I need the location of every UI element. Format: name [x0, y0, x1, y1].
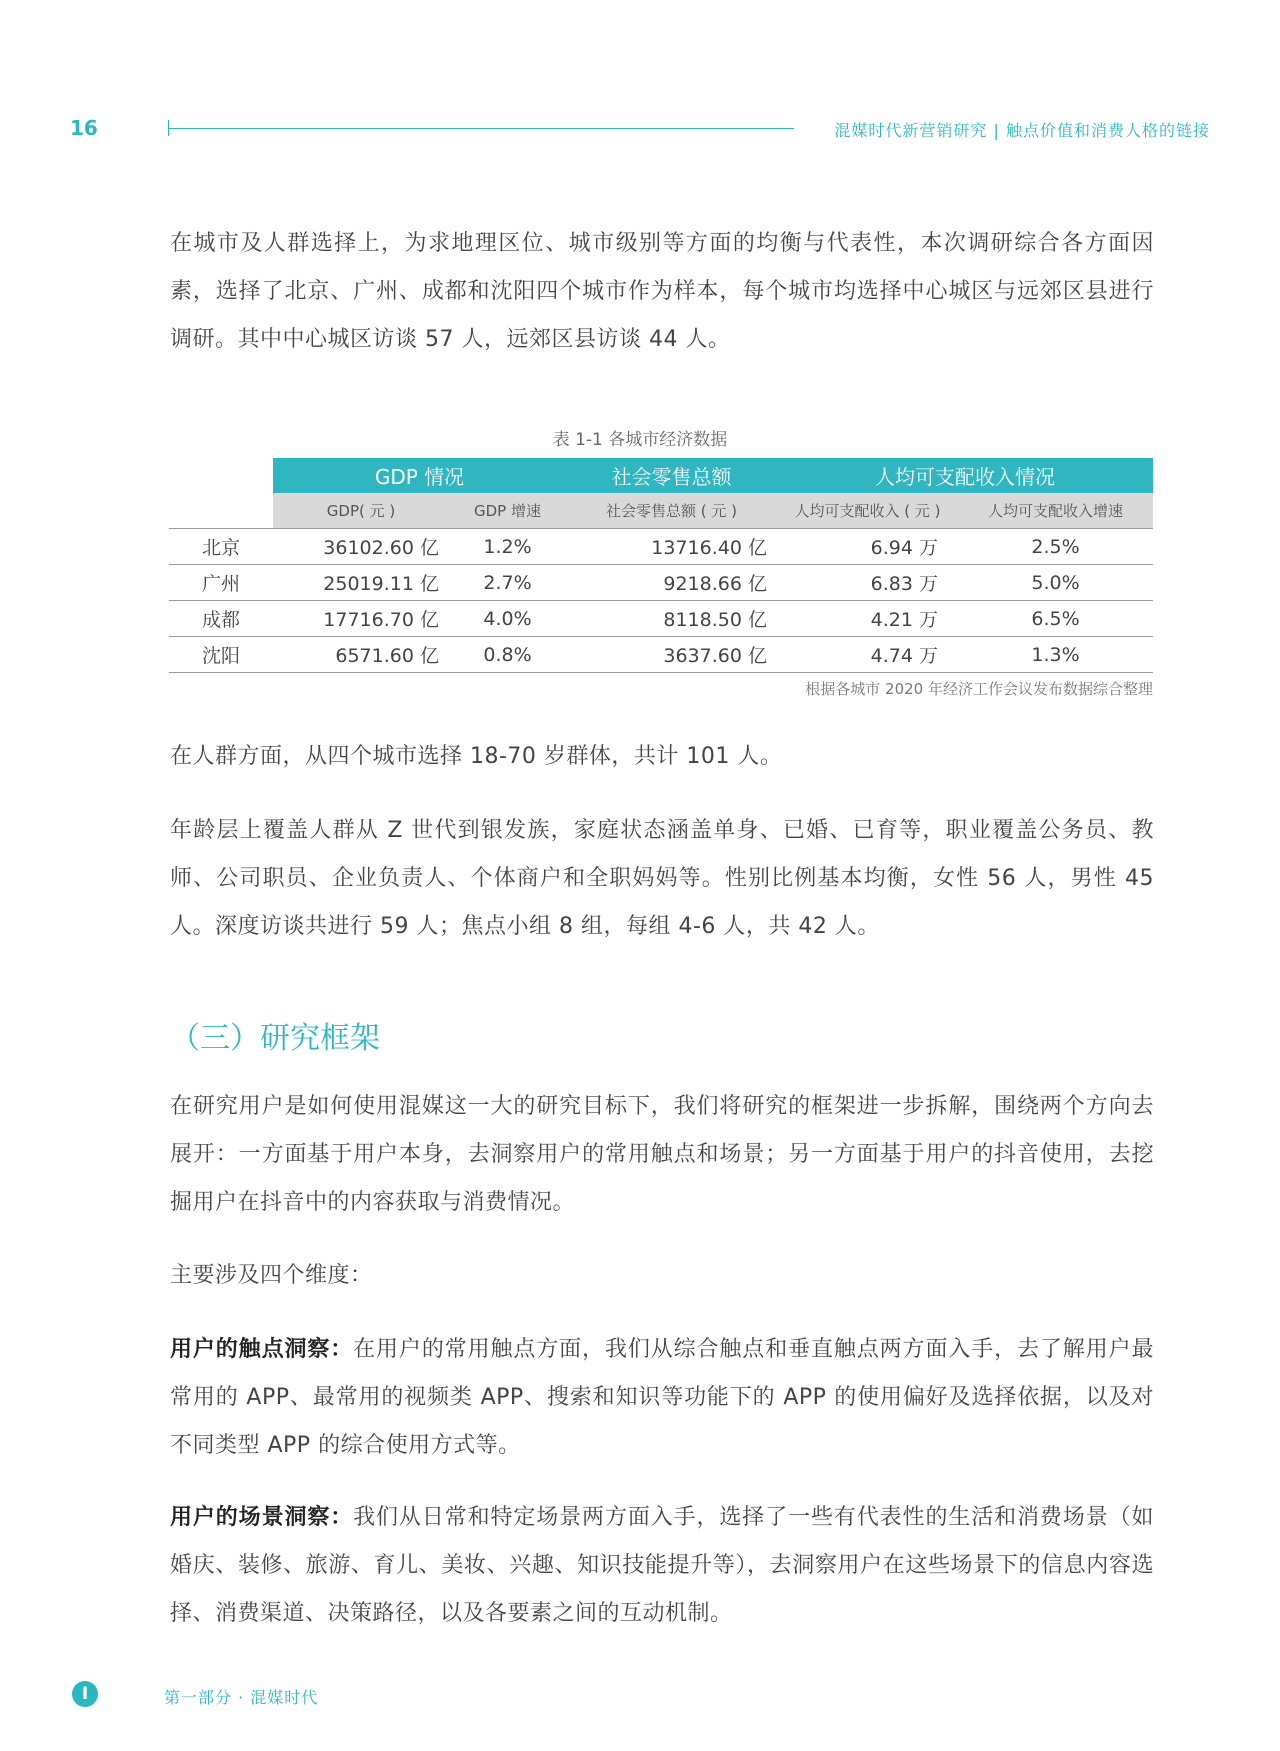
income-cell: 4.21 万: [777, 601, 958, 637]
gdp-growth-cell: 4.0%: [449, 601, 566, 637]
footer-part-label: 第一部分 · 混媒时代: [164, 1688, 319, 1707]
gdp-cell: 25019.11 亿: [273, 565, 449, 601]
sub-header-gdp-growth: GDP 增速: [449, 493, 566, 529]
scene-label: 用户的场景洞察：: [170, 1505, 354, 1530]
city-economy-table: [169, 458, 1153, 673]
income-growth-cell: 2.5%: [958, 529, 1153, 565]
sub-header-gdp: GDP( 元 ): [273, 493, 449, 529]
table-corner: [169, 458, 273, 493]
gdp-cell: 36102.60 亿: [273, 529, 449, 565]
age-paragraph: 年龄层上覆盖人群从 Z 世代到银发族，家庭状态涵盖单身、已婚、已育等，职业覆盖公务员、教师、公司职员、企业负责人、个体商户和全职妈妈等。性别比例基本均衡，女性 56 人，男性 45 人。深度访谈共进行 59 人；焦点小组 8 组，每组 4-6 人，共 42 人。: [170, 818, 1154, 939]
group-header-retail: 社会零售总额: [566, 458, 777, 493]
header-divider-line: [168, 128, 794, 129]
retail-cell: 13716.40 亿: [566, 529, 777, 565]
group-header-income: 人均可支配收入情况: [777, 458, 1153, 493]
city-cell: 广州: [169, 565, 273, 601]
framework-paragraph: 在研究用户是如何使用混媒这一大的研究目标下，我们将研究的框架进一步拆解，围绕两个方向去展开：一方面基于用户本身，去洞察用户的常用触点和场景；另一方面基于用户的抖音使用，去挖掘用户在抖音中的内容获取与消费情况。: [170, 1094, 1154, 1215]
income-growth-cell: 1.3%: [958, 637, 1153, 673]
table-caption: 表 1-1 各城市经济数据: [552, 430, 728, 450]
income-cell: 6.94 万: [777, 529, 958, 565]
table-row: [169, 601, 1153, 637]
part-badge: I: [72, 1681, 98, 1707]
table-row: [169, 565, 1153, 601]
scene-text: 我们从日常和特定场景两方面入手，选择了一些有代表性的生活和消费场景（如婚庆、装修、旅游、育儿、美妆、兴趣、知识技能提升等），去洞察用户在这些场景下的信息内容选择、消费渠道、决策路径，以及各要素之间的互动机制。: [170, 1505, 1154, 1626]
retail-cell: 8118.50 亿: [566, 601, 777, 637]
table-row: [169, 529, 1153, 565]
table-source-note: 根据各城市 2020 年经济工作会议发布数据综合整理: [805, 680, 1153, 698]
intro-paragraph: 在城市及人群选择上，为求地理区位、城市级别等方面的均衡与代表性，本次调研综合各方面因素，选择了北京、广州、成都和沈阳四个城市作为样本，每个城市均选择中心城区与远郊区县进行调研。其中中心城区访谈 57 人，远郊区县访谈 44 人。: [170, 231, 1154, 352]
touchpoint-text: 在用户的常用触点方面，我们从综合触点和垂直触点两方面入手，去了解用户最常用的 APP、最常用的视频类 APP、搜索和知识等功能下的 APP 的使用偏好及选择依据，以及对不同类型 APP 的综合使用方式等。: [170, 1337, 1154, 1458]
retail-cell: 9218.66 亿: [566, 565, 777, 601]
scene-paragraph: [170, 1494, 1154, 1638]
income-growth-cell: 5.0%: [958, 565, 1153, 601]
table-corner-sub: [169, 493, 273, 529]
gdp-cell: 6571.60 亿: [273, 637, 449, 673]
city-cell: 成都: [169, 601, 273, 637]
gdp-growth-cell: 0.8%: [449, 637, 566, 673]
income-cell: 4.74 万: [777, 637, 958, 673]
group-header-gdp: GDP 情况: [273, 458, 566, 493]
gdp-growth-cell: 1.2%: [449, 529, 566, 565]
sub-header-income: 人均可支配收入 ( 元 ): [777, 493, 958, 529]
table-row: [169, 637, 1153, 673]
dimensions-intro: 主要涉及四个维度：: [170, 1263, 373, 1288]
header-title: 混媒时代新营销研究 | 触点价值和消费人格的链接: [834, 121, 1210, 140]
page-number: 16: [70, 116, 98, 140]
city-cell: 沈阳: [169, 637, 273, 673]
section-title: （三）研究框架: [170, 1021, 380, 1056]
city-cell: 北京: [169, 529, 273, 565]
retail-cell: 3637.60 亿: [566, 637, 777, 673]
income-growth-cell: 6.5%: [958, 601, 1153, 637]
gdp-growth-cell: 2.7%: [449, 565, 566, 601]
touchpoint-label: 用户的触点洞察：: [170, 1337, 354, 1362]
income-cell: 6.83 万: [777, 565, 958, 601]
sub-header-retail: 社会零售总额 ( 元 ): [566, 493, 777, 529]
sub-header-income-growth: 人均可支配收入增速: [958, 493, 1153, 529]
gdp-cell: 17716.70 亿: [273, 601, 449, 637]
touchpoint-paragraph: [170, 1326, 1154, 1470]
crowd-paragraph: 在人群方面，从四个城市选择 18-70 岁群体，共计 101 人。: [170, 744, 783, 769]
